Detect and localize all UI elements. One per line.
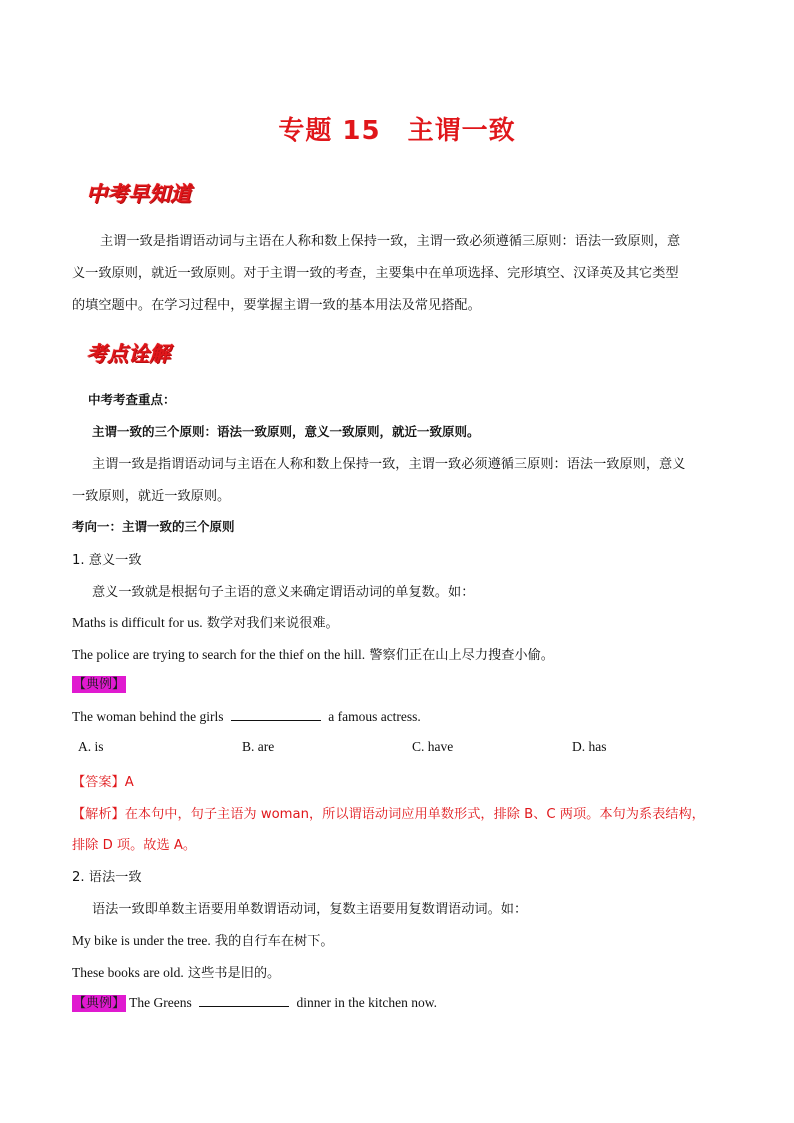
example-english: These books are old. (72, 965, 184, 980)
option-d: D. has (572, 739, 607, 754)
intro-paragraph-line: 主谓一致是指谓语动词与主语在人称和数上保持一致，主谓一致必须遵循三原则：语法一致原则，意 (100, 234, 681, 249)
example-chinese: 这些书是旧的。 (187, 966, 281, 981)
question-text-after: a famous actress. (328, 709, 421, 724)
intro-paragraph-line: 义一致原则，就近一致原则。对于主谓一致的考查，主要集中在单项选择、完形填空、汉译英及其它类型 (72, 266, 679, 281)
item-heading-grammar-agreement: 2. 语法一致 (72, 870, 142, 885)
example-sentence (72, 612, 339, 631)
page-title: 专题 15 主谓一致 (278, 116, 516, 146)
example-english: My bike is under the tree. (72, 933, 211, 948)
option-a: A. is (78, 739, 104, 754)
focus-label: 中考考查重点： (88, 392, 176, 407)
principles-summary: 主谓一致的三个原则：语法一致原则，意义一致原则，就近一致原则。 (92, 424, 480, 439)
example-sentence (72, 930, 334, 949)
analysis-line: 排除 D 项。故选 A。 (72, 838, 197, 853)
item-description: 语法一致即单数主语要用单数谓语动词，复数主语要用复数谓语动词。如： (92, 902, 528, 917)
analysis-text: 在本句中，句子主语为 woman，所以谓语动词应用单数形式，排除 B、C 两项。本句为系表结构， (124, 807, 705, 822)
answer-value: A (124, 775, 134, 790)
principles-paragraph-line: 主谓一致是指谓语动词与主语在人称和数上保持一致，主谓一致必须遵循三原则：语法一致原则，意义 (92, 457, 686, 472)
item-heading-meaning-agreement: 1. 意义一致 (72, 553, 142, 568)
example-sentence (72, 644, 554, 663)
option-b: B. are (242, 739, 275, 754)
analysis-label: 【解析】 (72, 807, 125, 822)
quiz-question (72, 708, 421, 725)
direction-heading: 考向一：主谓一致的三个原则 (72, 519, 235, 534)
question-text-before: The woman behind the girls (72, 709, 224, 724)
example-chinese: 警察们正在山上尽力搜查小偷。 (369, 648, 554, 663)
example-chinese: 我的自行车在树下。 (214, 934, 334, 949)
example-english: Maths is difficult for us. (72, 615, 203, 630)
example-tag: 【典例】 (73, 996, 126, 1011)
question-text-before: The Greens (129, 995, 192, 1010)
intro-paragraph-line: 的填空题中。在学习过程中，要掌握主谓一致的基本用法及常见搭配。 (72, 298, 481, 313)
option-c: C. have (412, 739, 454, 754)
answer-line (72, 771, 134, 790)
principles-paragraph-line: 一致原则，就近一致原则。 (72, 489, 231, 504)
item-description: 意义一致就是根据句子主语的意义来确定谓语动词的单复数。如： (92, 585, 475, 600)
answer-label: 【答案】 (72, 775, 125, 790)
section-heading-kaodian-quanjie: 考点诠解 (86, 342, 170, 366)
quiz-question (72, 994, 437, 1012)
answer-blank (231, 708, 321, 721)
example-tag-line (72, 676, 126, 693)
example-english: The police are trying to search for the thief on the hill. (72, 647, 366, 662)
section-heading-zhongkao-zaozhidao: 中考早知道 (86, 182, 191, 206)
analysis-line (72, 803, 705, 822)
question-text-after: dinner in the kitchen now. (296, 995, 437, 1010)
answer-blank (199, 994, 289, 1007)
example-tag: 【典例】 (73, 677, 126, 692)
example-chinese: 数学对我们来说很难。 (206, 616, 339, 631)
example-sentence (72, 962, 280, 981)
